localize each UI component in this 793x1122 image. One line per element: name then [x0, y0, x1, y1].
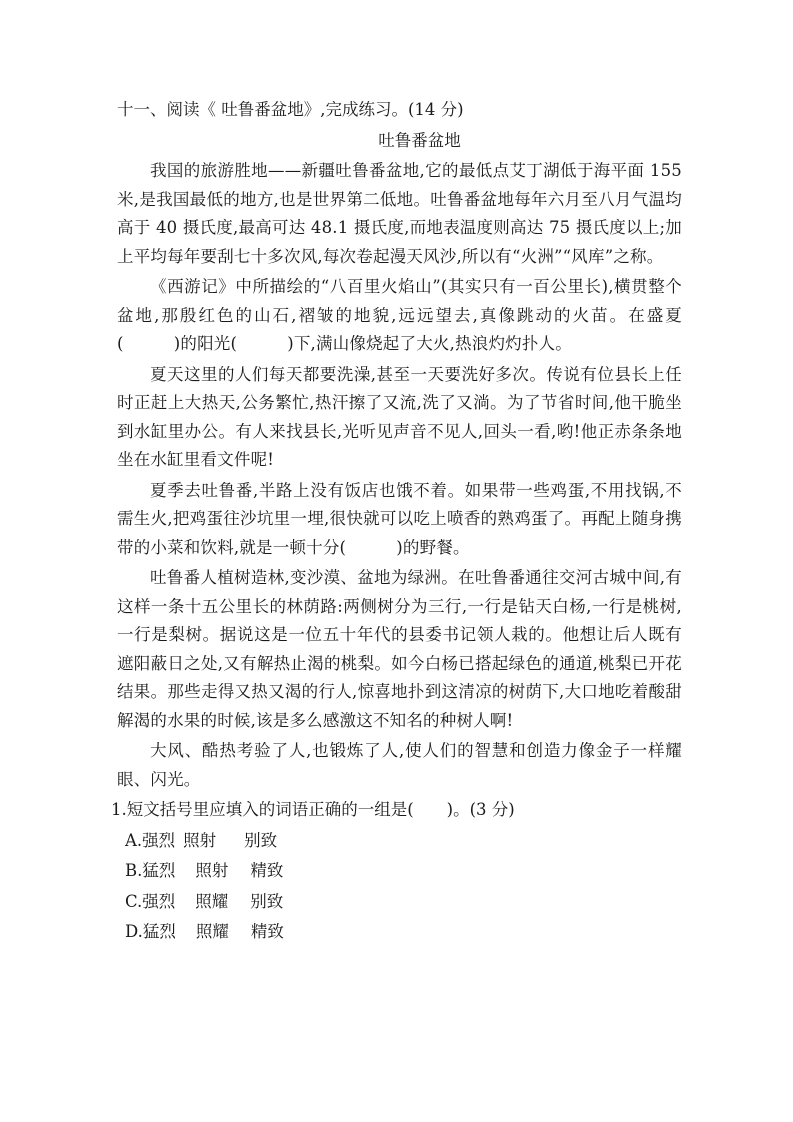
passage-paragraph-2: 《西游记》中所描绘的“八百里火焰山”(其实只有一百公里长),横贯整个盆地,那殷红色的山石,褶皱的地貌,远远望去,真像跳动的火苗。在盛夏( )的阳光( )下,满山像烧起了大火,热浪灼灼扑人。: [117, 277, 682, 353]
option-d[interactable]: [125, 918, 682, 947]
sub-question-stem: 1.短文括号里应填入的词语正确的一组是( )。(3 分): [111, 800, 515, 819]
option-word: 精致: [250, 861, 284, 880]
option-letter: D.: [125, 922, 143, 941]
option-word: 猛烈: [142, 922, 176, 941]
exam-page: [111, 96, 682, 949]
sub-question-1: [111, 796, 682, 947]
option-word: 精致: [250, 922, 284, 941]
passage-paragraph-5: 吐鲁番人植树造林,变沙漠、盆地为绿洲。在吐鲁番通往交河古城中间,有这样一条十五公里长的林荫路:两侧树分为三行,一行是钻天白杨,一行是桃树,一行是梨树。据说这是一位五十年代的县委书记领人栽的。他想让后人既有遮阳蔽日之处,又有解热止渴的桃梨。如今白杨已搭起绿色的通道,桃梨已开花结果。那些走得又热又渴的行人,惊喜地扑到这清凉的树荫下,大口地吃着酸甜解渴的水果的时候,该是多么感激这不知名的种树人啊!: [117, 568, 682, 730]
passage-paragraph-6: 大风、酷热考验了人,也锻炼了人,使人们的智慧和创造力像金子一样耀眼、闪光。: [117, 741, 682, 789]
question-heading: 十一、阅读《 吐鲁番盆地》,完成练习。(14 分): [117, 100, 464, 119]
passage-paragraph-1: 我国的旅游胜地——新疆吐鲁番盆地,它的最低点艾丁湖低于海平面 155 米,是我国最低的地方,也是世界第二低地。吐鲁番盆地每年六月至八月气温均高于 40 摄氏度,最高可达 48.1 摄氏度,而地表温度则高达 75 摄氏度以上;加上平均每年要刮七十多次风,每次卷起漫天风沙,所以有“火洲”“风库”之称。: [117, 161, 682, 266]
option-word: 强烈: [142, 891, 176, 911]
answer-options: [111, 827, 682, 947]
passage-title: 吐鲁番盆地: [378, 130, 461, 150]
passage-paragraph-3: 夏天这里的人们每天都要洗澡,甚至一天要洗好多次。传说有位县长上任时正赶上大热天,公务繁忙,热汗擦了又流,洗了又淌。为了节省时间,他干脆坐到水缸里办公。有人来找县长,光听见声音不见人,回头一看,哟!他正赤条条地坐在水缸里看文件呢!: [117, 364, 682, 469]
passage-paragraph-4: 夏季去吐鲁番,半路上没有饭店也饿不着。如果带一些鸡蛋,不用找锅,不需生火,把鸡蛋往沙坑里一埋,很快就可以吃上喷香的熟鸡蛋了。再配上随身携带的小菜和饮料,就是一顿十分( )的野餐。: [117, 480, 682, 557]
option-word: 强烈: [142, 830, 176, 850]
option-letter: C.: [125, 891, 143, 911]
option-word: 别致: [244, 830, 278, 850]
option-letter: B.: [125, 861, 143, 880]
option-b[interactable]: [125, 857, 682, 886]
option-word: 照射: [195, 861, 229, 880]
option-c[interactable]: [125, 888, 682, 917]
option-letter: A.: [125, 830, 143, 850]
option-word: 猛烈: [142, 861, 176, 880]
option-word: 照耀: [195, 922, 229, 941]
option-word: 照耀: [195, 891, 229, 911]
option-word: 照射: [183, 830, 217, 850]
option-word: 别致: [250, 891, 284, 911]
option-a[interactable]: [125, 827, 682, 856]
